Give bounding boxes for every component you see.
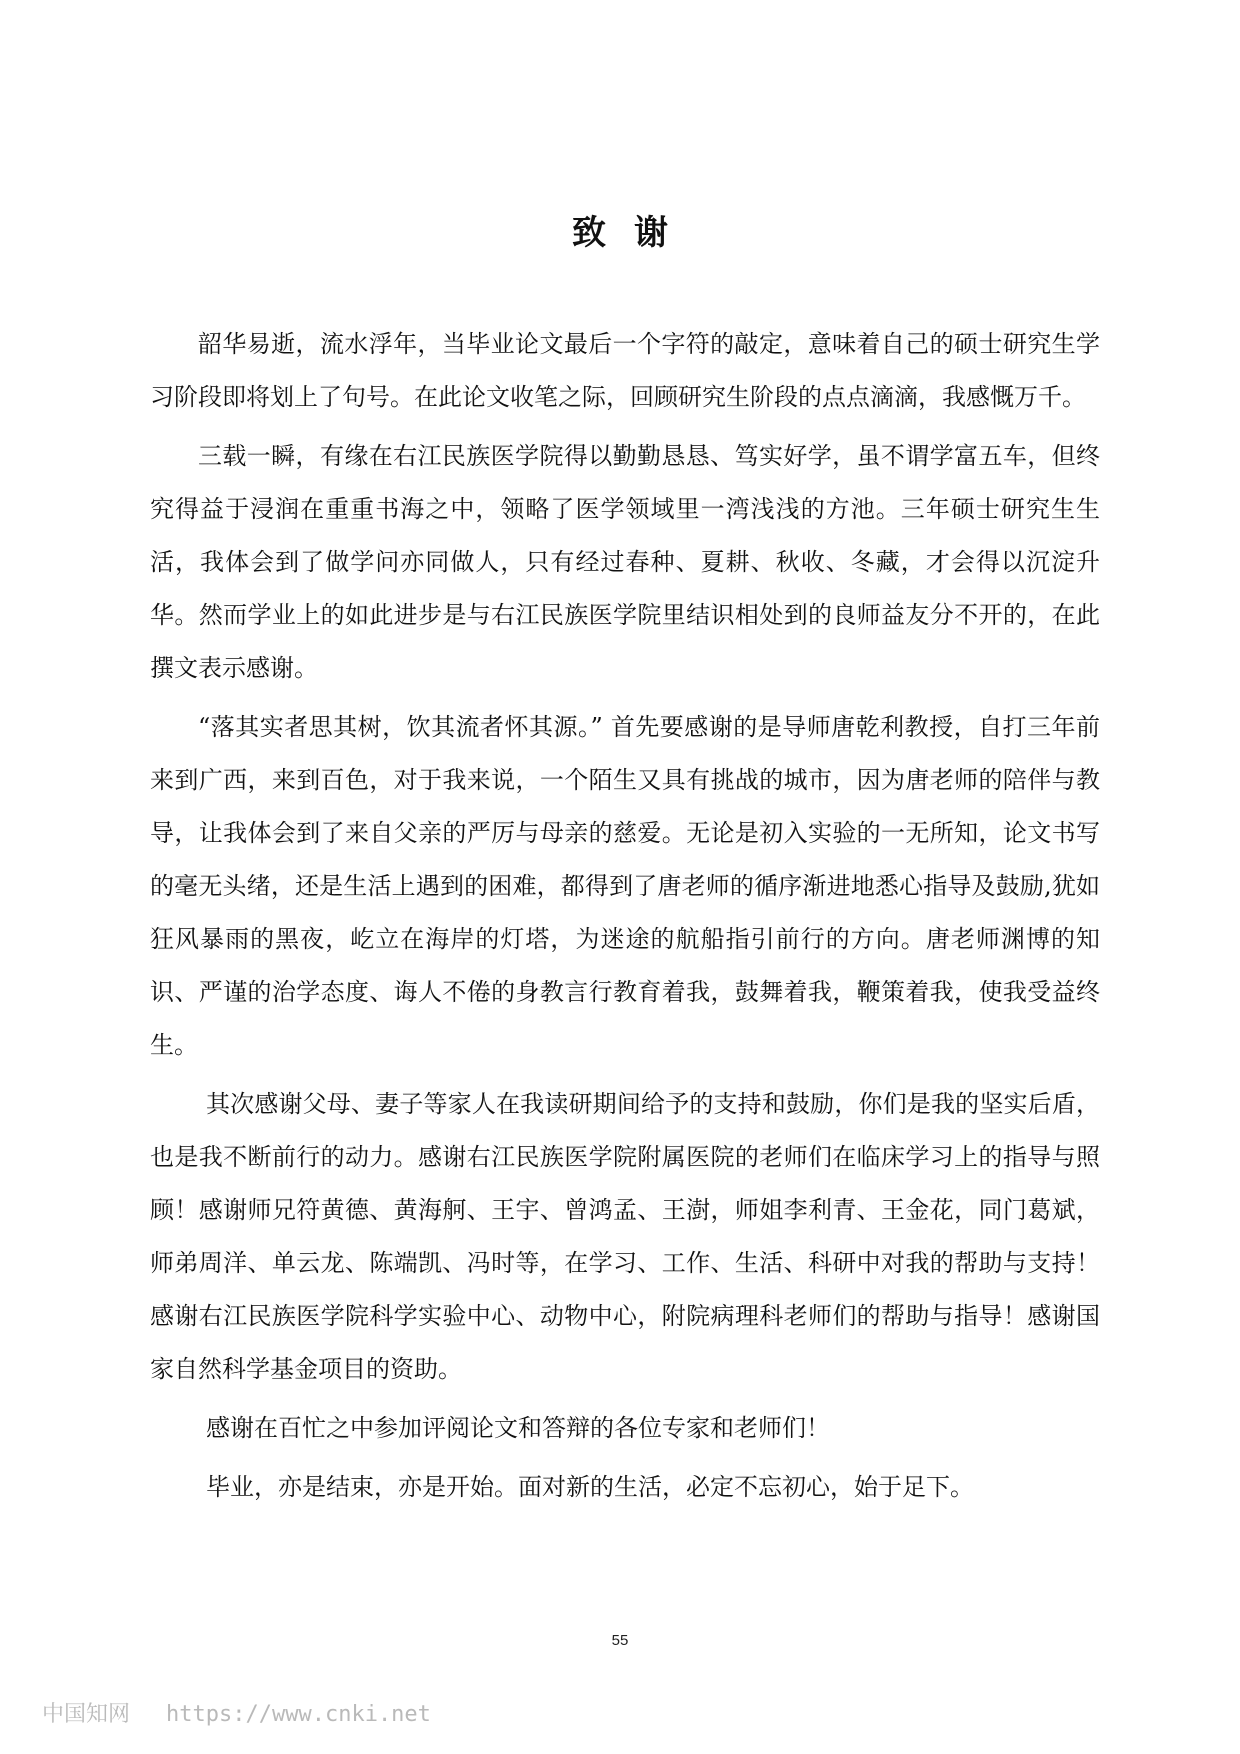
- paragraph-2: 三载一瞬，有缘在右江民族医学院得以勤勤恳恳、笃实好学，虽不谓学富五车，但终究得益于浸润在重重书海之中，领略了医学领域里一湾浅浅的方池。三年硕士研究生生活，我体会到了做学问亦同做人，只有经过春种、夏耕、秋收、冬藏，才会得以沉淀升华。然而学业上的如此进步是与右江民族医学院里结识相处到的良师益友分不开的，在此撰文表示感谢。: [150, 442, 1100, 682]
- cnki-watermark: [42, 1697, 431, 1728]
- paragraph-4: 其次感谢父母、妻子等家人在我读研期间给予的支持和鼓励，你们是我的坚实后盾，也是我不断前行的动力。感谢右江民族医学院附属医院的老师们在临床学习上的指导与照顾！感谢师兄符黄德、黄海舸、王宇、曾鸿孟、王澍，师姐李利青、王金花，同门葛斌，师弟周洋、单云龙、陈端凯、冯时等，在学习、工作、生活、科研中对我的帮助与支持！感谢右江民族医学院科学实验中心、动物中心，附院病理科老师们的帮助与指导！感谢国家自然科学基金项目的资助。: [150, 1090, 1100, 1383]
- page-number: 55: [611, 1632, 629, 1649]
- paragraph-6: 毕业，亦是结束，亦是开始。面对新的生活，必定不忘初心，始于足下。: [206, 1473, 974, 1501]
- paragraph-3: “落其实者思其树，饮其流者怀其源。” 首先要感谢的是导师唐乾利教授，自打三年前来到广西，来到百色，对于我来说，一个陌生又具有挑战的城市，因为唐老师的陪伴与教导，让我体会到了来自父亲的严厉与母亲的慈爱。无论是初入实验的一无所知，论文书写的毫无头绪，还是生活上遇到的困难，都得到了唐老师的循序渐进地悉心指导及鼓励,犹如狂风暴雨的黑夜，屹立在海岸的灯塔，为迷途的航船指引前行的方向。唐老师渊博的知识、严谨的治学态度、诲人不倦的身教言行教育着我，鼓舞着我，鞭策着我，使我受益终生。: [150, 713, 1100, 1059]
- acknowledgement-body: [150, 318, 1100, 1520]
- paragraph-1: 韶华易逝，流水浮年，当毕业论文最后一个字符的敲定，意味着自己的硕士研究生学习阶段即将划上了句号。在此论文收笔之际，回顾研究生阶段的点点滴滴，我感慨万千。: [150, 330, 1100, 411]
- watermark-url: https://www.cnki.net: [166, 1702, 431, 1727]
- page-title: 致谢: [572, 213, 696, 253]
- watermark-site-name: 中国知网: [42, 1702, 131, 1727]
- paragraph-5: 感谢在百忙之中参加评阅论文和答辩的各位专家和老师们！: [206, 1414, 830, 1442]
